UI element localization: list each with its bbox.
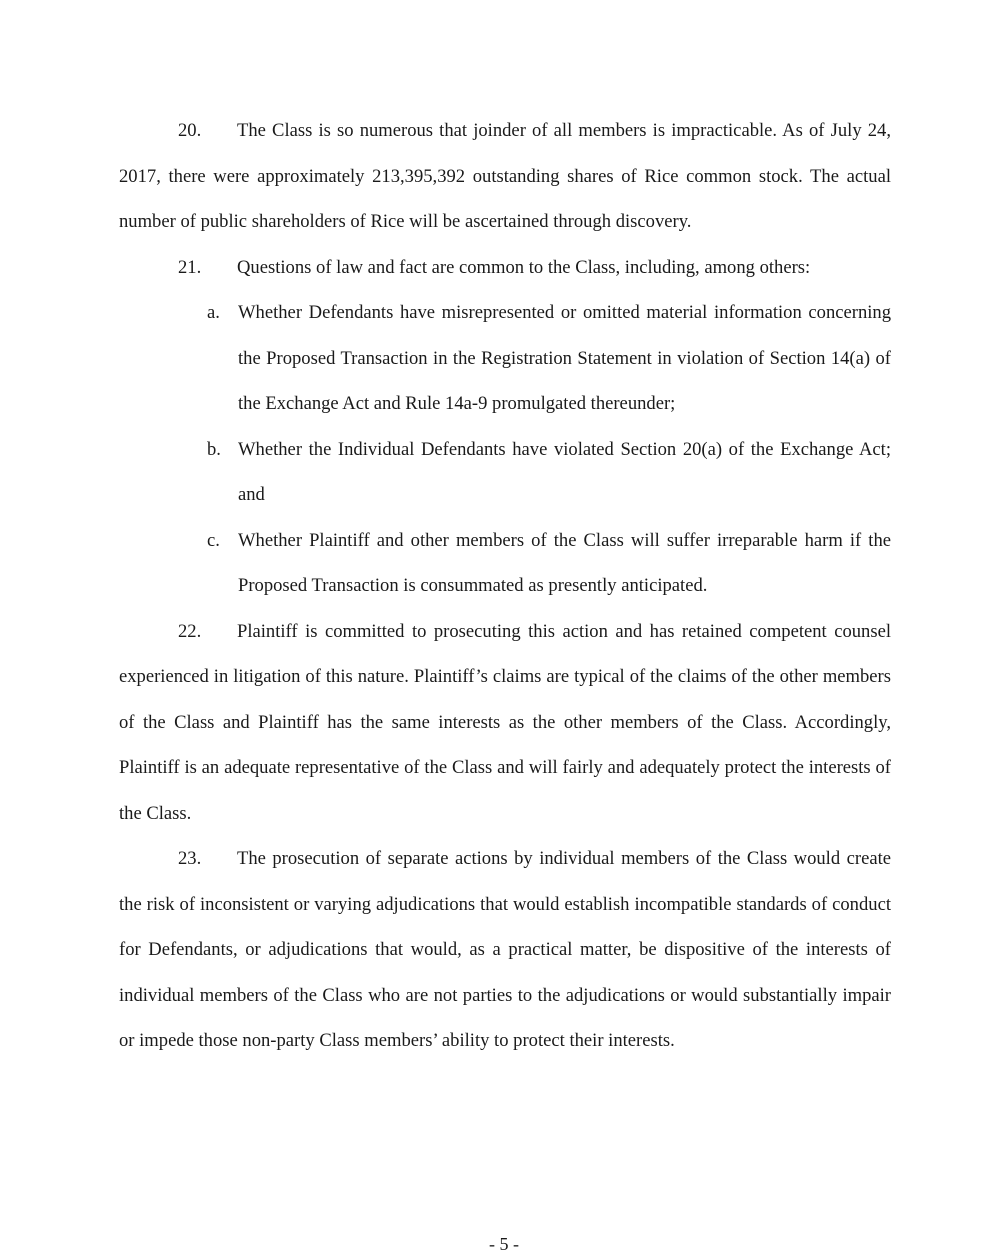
paragraph-number: 22.: [178, 620, 202, 642]
paragraph-text: The prosecution of separate actions by individual members of the Class would create the risk of inconsistent or varying adjudications that would establish incompatible standards of conduct for Defendants, or adjudications that would, as a practical matter, be dispositive of the interests of individual members of the Class who are not parties to the adjudications or would substantially impair or impede those non-party Class members’ ability to protect their interests.: [119, 848, 891, 1051]
paragraph-23: [119, 836, 891, 1064]
paragraph-text: Plaintiff is committed to prosecuting this action and has retained competent counsel experienced in litigation of this nature. Plaintiff’s claims are typical of the claims of the other members of the Class and Plaintiff has the same interests as the other members of the Class. Accordingly, Plaintiff is an adequate representative of the Class and will fairly and adequately protect the interests of the Class.: [119, 620, 891, 824]
paragraph-number: 23.: [178, 848, 202, 869]
list-item-b: [119, 427, 891, 518]
paragraph-text: Questions of law and fact are common to the Class, including, among others:: [237, 256, 811, 278]
paragraph-number: 20.: [178, 120, 202, 141]
paragraph-21: [119, 245, 891, 291]
list-item-text: Whether Defendants have misrepresented or omitted material information concerning the Proposed Transaction in the Registration Statement in violation of Section 14(a) of the Exchange Act and Rule 14a-9 promulgated thereunder;: [238, 302, 891, 414]
list-marker: b.: [207, 438, 221, 460]
list-item-a: [119, 290, 891, 427]
paragraph-number: 21.: [178, 256, 202, 278]
list-item-text: Whether Plaintiff and other members of the Class will suffer irreparable harm if the Proposed Transaction is consummated as presently anticipated.: [238, 529, 891, 596]
paragraph-20: [119, 108, 891, 245]
paragraph-22: [119, 609, 891, 837]
list-marker: c.: [207, 529, 220, 551]
page-number: - 5 -: [489, 1234, 519, 1254]
document-page: [119, 108, 891, 1064]
list-marker: a.: [207, 302, 220, 323]
paragraph-text: The Class is so numerous that joinder of all members is impracticable. As of July 24, 2017, there were approximately 213,395,392 outstanding shares of Rice common stock. The actual number of public shareholders of Rice will be ascertained through discovery.: [119, 120, 891, 232]
list-item-c: [119, 518, 891, 609]
list-item-text: Whether the Individual Defendants have violated Section 20(a) of the Exchange Act; and: [238, 438, 891, 505]
